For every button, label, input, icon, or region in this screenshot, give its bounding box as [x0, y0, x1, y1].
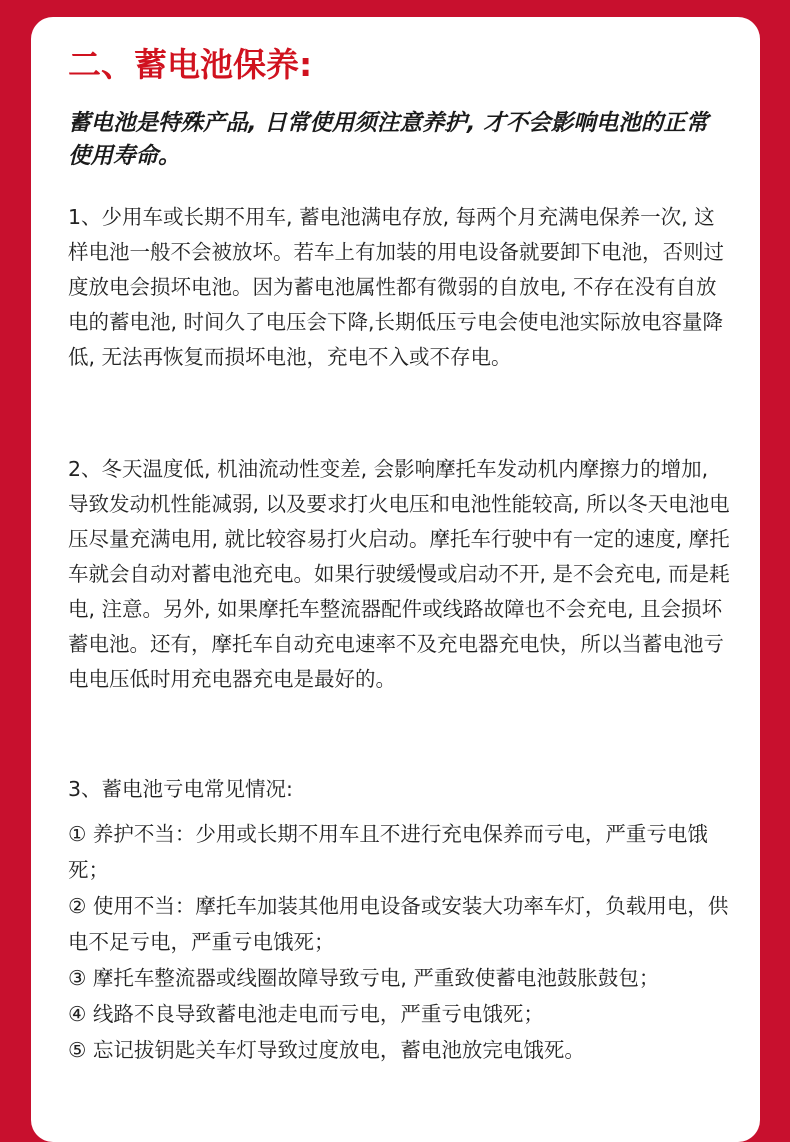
paragraph-3-heading: 3、蓄电池亏电常见情况:	[68, 777, 293, 801]
list-item: ② 使用不当：摩托车加装其他用电设备或安装大功率车灯，负载用电，供电不足亏电，严重亏电饿死；	[68, 894, 729, 954]
paragraph-1: 1、少用车或长期不用车, 蓄电池满电存放, 每两个月充满电保养一次, 这样电池一般不会被放坏。若车上有加装的用电设备就要卸下电池，否则过度放电会损坏电池。因为蓄电池属性都有微弱的自放电, 不存在没有自放电的蓄电池, 时间久了电压会下降,长期低压亏电会使电池实际放电容量降低, 无法再恢复而损坏电池，充电不入或不存电。	[68, 205, 724, 369]
list-item: ③ 摩托车整流器或线圈故障导致亏电, 严重致使蓄电池鼓胀鼓包；	[68, 966, 660, 990]
paragraph-2: 2、冬天温度低, 机油流动性变差, 会影响摩托车发动机内摩擦力的增加, 导致发动机性能减弱, 以及要求打火电压和电池性能较高, 所以冬天电池电压尽量充满电用, 就比较容易打火启动。摩托车行驶中有一定的速度, 摩托车就会自动对蓄电池充电。如果行驶缓慢或启动不开, 是不会充电, 而是耗电, 注意。另外, 如果摩托车整流器配件或线路故障也不会充电, 且会损坏蓄电池。还有，摩托车自动充电速率不及充电器充电快，所以当蓄电池亏电电压低时用充电器充电是最好的。	[68, 457, 730, 691]
list-item: ④ 线路不良导致蓄电池走电而亏电，严重亏电饿死；	[68, 1002, 544, 1026]
list-item: ① 养护不当：少用或长期不用车且不进行充电保养而亏电，严重亏电饿死；	[68, 822, 708, 882]
discharge-cases-list	[68, 816, 733, 1068]
section-heading: 二、蓄电池保养:	[68, 45, 313, 84]
content-card	[31, 17, 760, 1142]
list-item: ⑤ 忘记拔钥匙关车灯导致过度放电，蓄电池放完电饿死。	[68, 1038, 585, 1062]
intro-paragraph: 蓄电池是特殊产品, 日常使用须注意养护, 才不会影响电池的正常使用寿命。	[68, 110, 709, 169]
